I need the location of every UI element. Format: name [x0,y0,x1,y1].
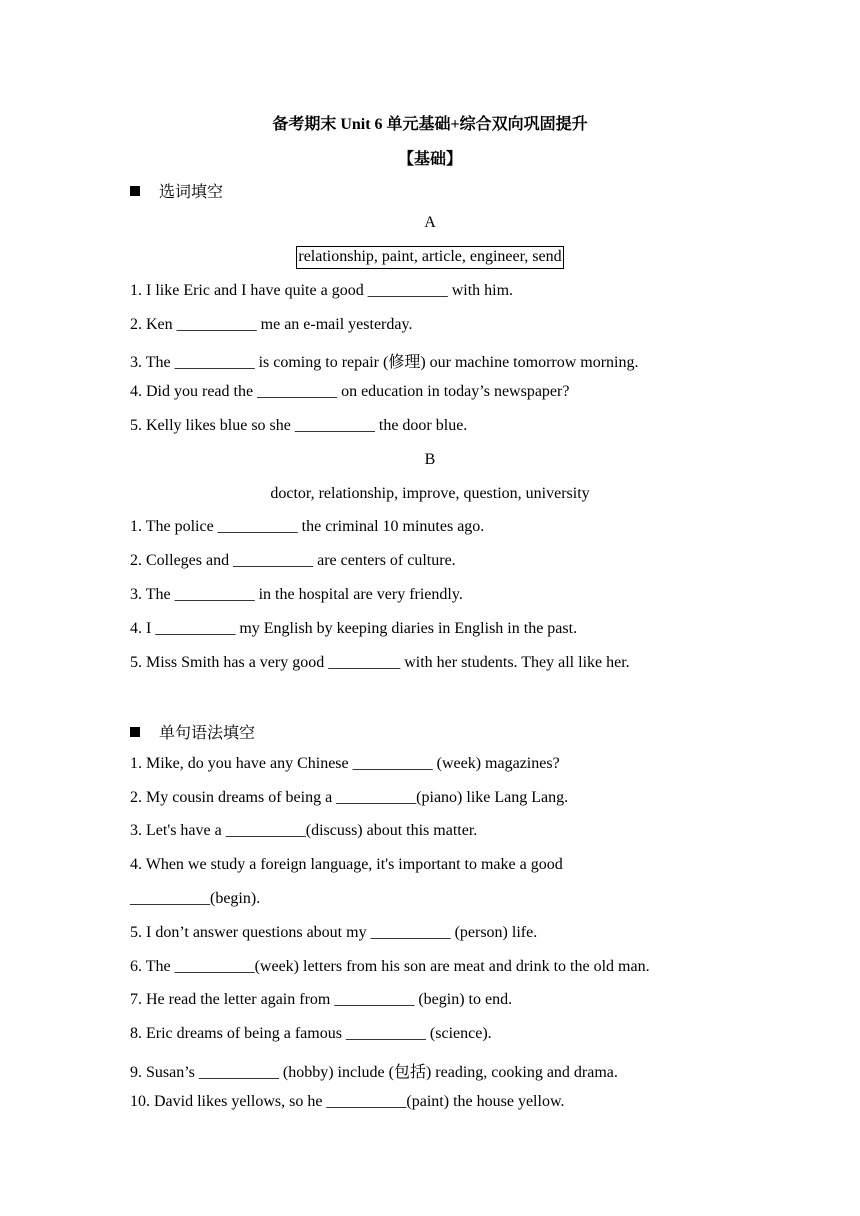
grammar-question-6: 6. The __________(week) letters from his son are meat and drink to the old man. [130,958,650,975]
word-bank-a-box: relationship, paint, article, engineer, send [296,246,563,269]
section-heading-grammar-fill [130,720,255,743]
grammar-question-7: 7. He read the letter again from __________ (begin) to end. [130,991,513,1008]
document-title: 备考期末 Unit 6 单元基础+综合双向巩固提升 [272,116,588,133]
question-b-4: 4. I __________ my English by keeping diaries in English in the past. [130,620,578,637]
part-label-b: B [424,451,436,468]
question-b-1: 1. The police __________ the criminal 10 minutes ago. [130,518,485,535]
question-a-5: 5. Kelly likes blue so she __________ the door blue. [130,417,468,434]
grammar-question-8: 8. Eric dreams of being a famous __________ (science). [130,1025,492,1042]
grammar-question-2: 2. My cousin dreams of being a __________(piano) like Lang Lang. [130,789,569,806]
grammar-question-4: 4. When we study a foreign language, it's important to make a good [130,856,563,873]
question-b-3: 3. The __________ in the hospital are very friendly. [130,586,463,603]
black-square-bullet-icon [130,186,140,196]
section-label-basic: 【基础】 [397,151,462,168]
grammar-question-10: 10. David likes yellows, so he __________(paint) the house yellow. [130,1093,565,1110]
question-a-2: 2. Ken __________ me an e-mail yesterday. [130,316,413,333]
question-b-2: 2. Colleges and __________ are centers of culture. [130,552,456,569]
section-heading-word-choice [130,179,223,202]
question-a-4: 4. Did you read the __________ on education in today’s newspaper? [130,383,570,400]
section-heading-text: 选词填空 [159,184,224,201]
grammar-question-1: 1. Mike, do you have any Chinese __________ (week) magazines? [130,755,560,772]
section-heading-text: 单句语法填空 [159,725,256,742]
question-a-1: 1. I like Eric and I have quite a good __________ with him. [130,282,514,299]
word-bank-a [0,246,860,269]
word-bank-b: doctor, relationship, improve, question, university [270,485,590,502]
grammar-question-3: 3. Let's have a __________(discuss) about this matter. [130,822,478,839]
black-square-bullet-icon [130,727,140,737]
question-b-5: 5. Miss Smith has a very good _________ with her students. They all like her. [130,654,630,671]
grammar-question-5: 5. I don’t answer questions about my __________ (person) life. [130,924,538,941]
part-label-a: A [424,214,436,231]
grammar-question-9: 9. Susan’s __________ (hobby) include (包括) reading, cooking and drama. [130,1064,618,1081]
grammar-question-4-continued: __________(begin). [130,890,261,907]
question-a-3: 3. The __________ is coming to repair (修理) our machine tomorrow morning. [130,354,639,371]
